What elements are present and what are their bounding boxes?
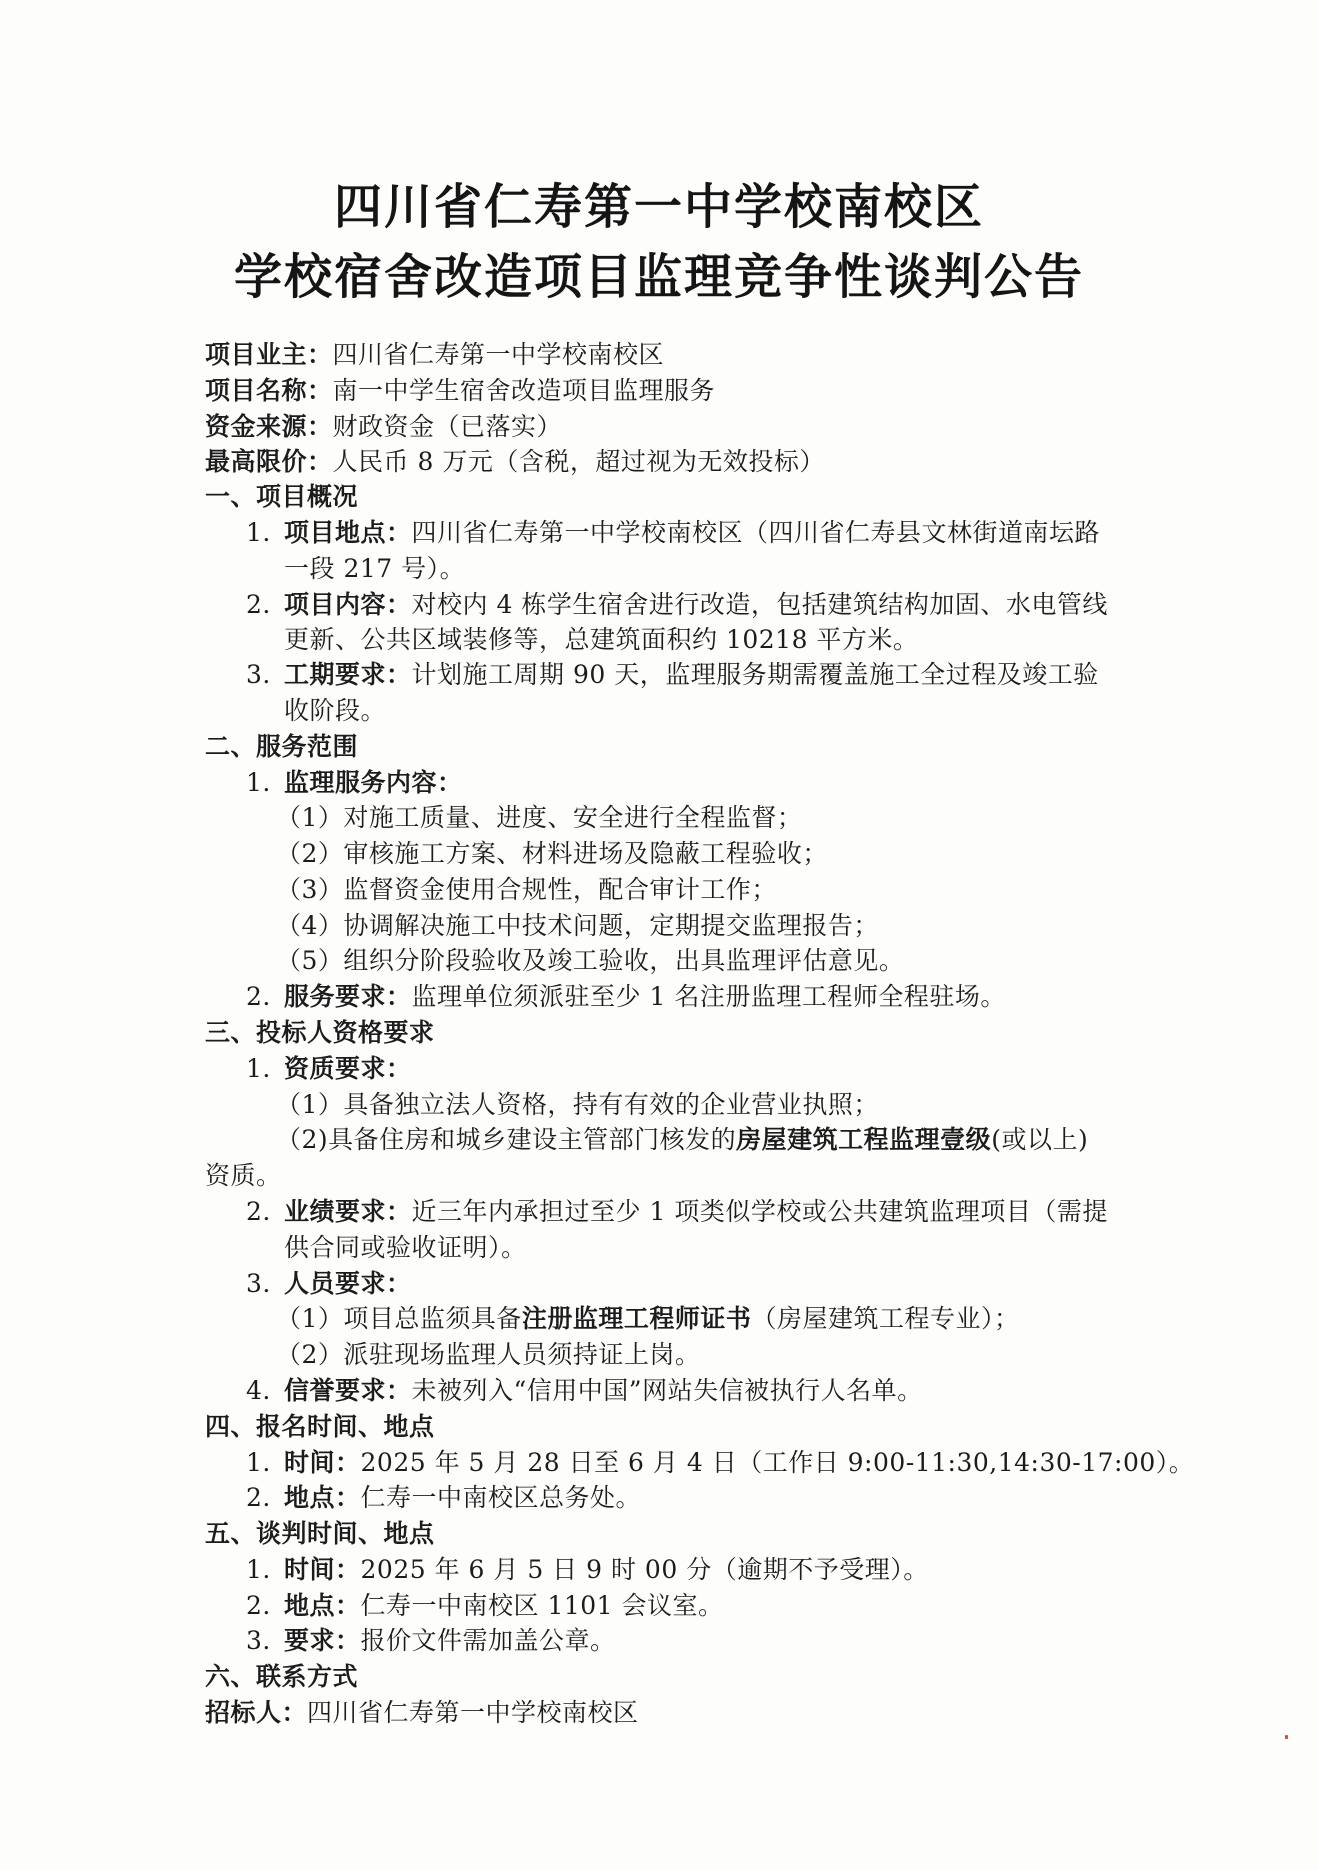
list-item: 1. 时间：2025 年 6 月 5 日 9 时 00 分（逾期不予受理）。 bbox=[246, 1555, 929, 1584]
section-heading-negotiation: 五、谈判时间、地点 bbox=[205, 1519, 435, 1548]
list-item-continuation: 一段 217 号）。 bbox=[284, 554, 466, 583]
document-title-line1: 四川省仁寿第一中学校南校区 bbox=[333, 179, 984, 235]
list-item: 2. 地点：仁寿一中南校区总务处。 bbox=[246, 1483, 642, 1512]
sub-item: （1）具备独立法人资格，持有有效的企业营业执照； bbox=[276, 1090, 879, 1119]
section-heading-registration: 四、报名时间、地点 bbox=[205, 1412, 435, 1441]
section-heading-overview: 一、项目概况 bbox=[205, 482, 359, 511]
sub-item: （3）监督资金使用合规性，配合审计工作； bbox=[276, 875, 777, 904]
list-item: 4. 信誉要求：未被列入“信用中国”网站失信被执行人名单。 bbox=[246, 1376, 923, 1405]
list-item-continuation: 供合同或验收证明）。 bbox=[284, 1233, 527, 1262]
sub-item: （1）项目总监须具备注册监理工程师证书（房屋建筑工程专业）； bbox=[276, 1304, 1020, 1333]
list-item: 2. 地点：仁寿一中南校区 1101 会议室。 bbox=[246, 1591, 724, 1620]
list-item: 1. 监理服务内容： bbox=[246, 768, 463, 797]
sub-item-continuation: 资质。 bbox=[205, 1161, 282, 1190]
list-item-continuation: 更新、公共区域装修等，总建筑面积约 10218 平方米。 bbox=[284, 625, 919, 654]
field-project-owner: 项目业主：四川省仁寿第一中学校南校区 bbox=[205, 340, 665, 369]
list-item: 1. 时间：2025 年 5 月 28 日至 6 月 4 日（工作日 9:00-11:30,14:30-17:00）。 bbox=[246, 1448, 1195, 1477]
list-item: 3. 人员要求： bbox=[246, 1269, 412, 1298]
list-item: 3. 工期要求：计划施工周期 90 天，监理服务期需覆盖施工全过程及竣工验 bbox=[246, 660, 1099, 689]
field-price-limit: 最高限价：人民币 8 万元（含税，超过视为无效投标） bbox=[205, 447, 825, 476]
list-item: 2. 业绩要求：近三年内承担过至少 1 项类似学校或公共建筑监理项目（需提 bbox=[246, 1197, 1108, 1226]
section-heading-qualification: 三、投标人资格要求 bbox=[205, 1018, 435, 1047]
list-item: 3. 要求：报价文件需加盖公章。 bbox=[246, 1626, 616, 1655]
document-title-line2: 学校宿舍改造项目监理竞争性谈判公告 bbox=[233, 249, 1084, 305]
list-item: 1. 项目地点：四川省仁寿第一中学校南校区（四川省仁寿县文林街道南坛路 bbox=[246, 518, 1101, 547]
list-item: 2. 服务要求：监理单位须派驻至少 1 名注册监理工程师全程驻场。 bbox=[246, 982, 1006, 1011]
sub-item: （2)具备住房和城乡建设主管部门核发的房屋建筑工程监理壹级(或以上) bbox=[276, 1125, 1089, 1154]
sub-item: （2）派驻现场监理人员须持证上岗。 bbox=[276, 1340, 701, 1369]
section-heading-scope: 二、服务范围 bbox=[205, 732, 359, 761]
list-item-continuation: 收阶段。 bbox=[284, 696, 387, 725]
scan-artifact-dot bbox=[1285, 1735, 1288, 1739]
field-tenderer: 招标人：四川省仁寿第一中学校南校区 bbox=[205, 1698, 639, 1727]
sub-item: （1）对施工质量、进度、安全进行全程监督； bbox=[276, 803, 803, 832]
sub-item: （5）组织分阶段验收及竣工验收，出具监理评估意见。 bbox=[276, 946, 905, 975]
list-item: 1. 资质要求： bbox=[246, 1054, 412, 1083]
section-heading-contact: 六、联系方式 bbox=[205, 1662, 359, 1691]
field-project-name: 项目名称：南一中学生宿舍改造项目监理服务 bbox=[205, 376, 716, 405]
list-item: 2. 项目内容：对校内 4 栋学生宿舍进行改造，包括建筑结构加固、水电管线 bbox=[246, 590, 1108, 619]
sub-item: （2）审核施工方案、材料进场及隐蔽工程验收； bbox=[276, 839, 828, 868]
field-funding-source: 资金来源：财政资金（已落实） bbox=[205, 412, 563, 441]
sub-item: （4）协调解决施工中技术问题，定期提交监理报告； bbox=[276, 911, 879, 940]
